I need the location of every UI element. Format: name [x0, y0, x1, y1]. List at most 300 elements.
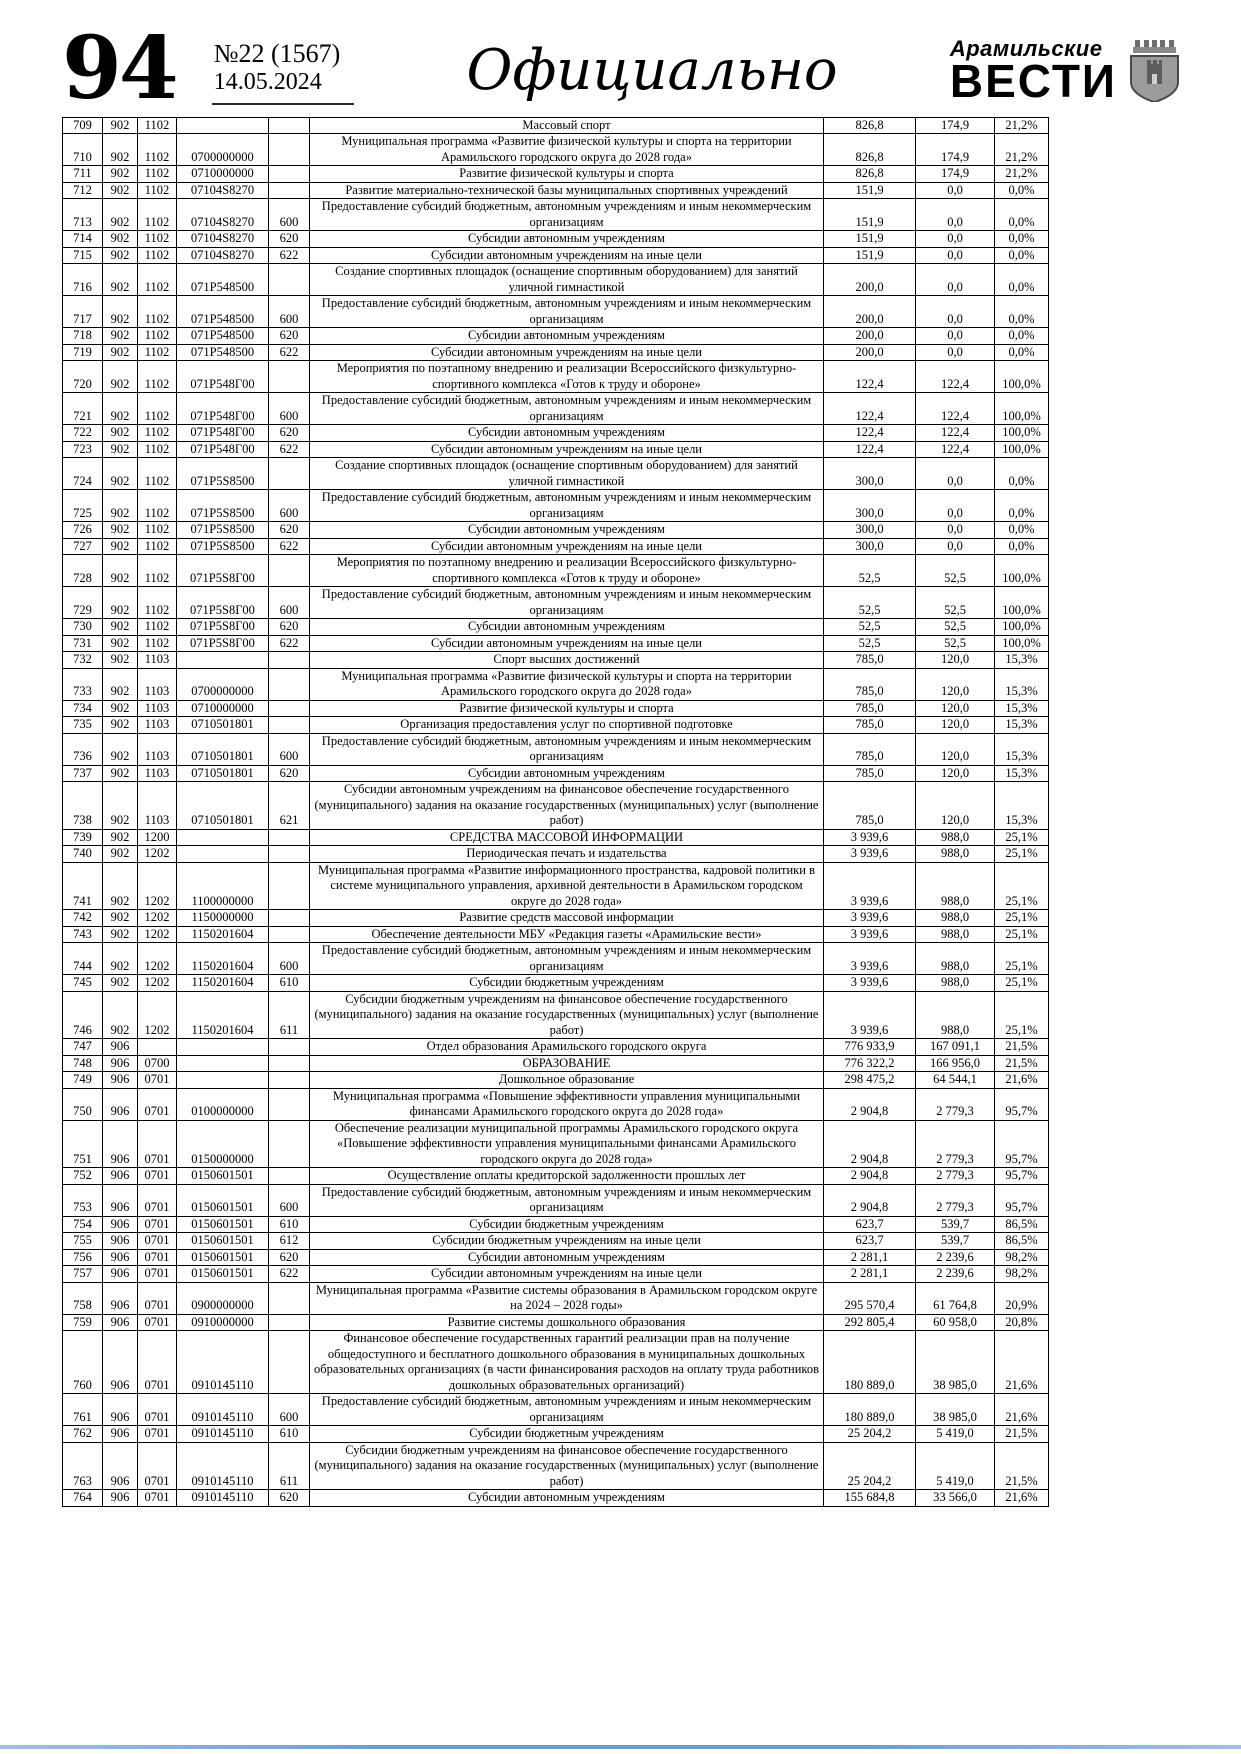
cell-row-number: 764 — [63, 1490, 103, 1507]
cell-expense-name: Муниципальная программа «Развитие физической культуры и спорта на территории Арамильского городского округа до 2028 года» — [310, 668, 824, 700]
table-row — [63, 441, 1049, 458]
cell-executed-amount: 988,0 — [916, 943, 995, 975]
cell-expense-name: Субсидии бюджетным учреждениям на иные цели — [310, 1233, 824, 1250]
cell-section-code: 1103 — [138, 700, 177, 717]
cell-executed-amount: 122,4 — [916, 361, 995, 393]
cell-expense-name: Субсидии бюджетным учреждениям — [310, 975, 824, 992]
cell-executed-amount: 122,4 — [916, 441, 995, 458]
cell-target-article: 071P548500 — [177, 296, 269, 328]
cell-section-code: 1102 — [138, 344, 177, 361]
cell-grbs-code: 902 — [103, 700, 138, 717]
table-row — [63, 538, 1049, 555]
cell-executed-amount: 0,0 — [916, 247, 995, 264]
cell-section-code: 0701 — [138, 1266, 177, 1283]
cell-row-number: 716 — [63, 264, 103, 296]
cell-grbs-code: 902 — [103, 765, 138, 782]
table-row — [63, 862, 1049, 910]
cell-grbs-code: 906 — [103, 1394, 138, 1426]
cell-expense-name: Субсидии автономным учреждениям — [310, 328, 824, 345]
cell-target-article — [177, 117, 269, 134]
cell-section-code: 1102 — [138, 425, 177, 442]
cell-approved-amount: 292 805,4 — [824, 1314, 916, 1331]
cell-approved-amount: 826,8 — [824, 134, 916, 166]
cell-target-article: 0910000000 — [177, 1314, 269, 1331]
cell-expense-type: 610 — [269, 1216, 310, 1233]
cell-section-code: 0701 — [138, 1394, 177, 1426]
cell-expense-type: 622 — [269, 344, 310, 361]
cell-expense-name: Финансовое обеспечение государственных гарантий реализации прав на получение общедоступного и бесплатного дошкольного образования в муниципальных дошкольных образовательных организациях (в части финансирования расходов на оплату труда работников дошкольных образовательных организаций) — [310, 1331, 824, 1394]
cell-row-number: 717 — [63, 296, 103, 328]
cell-target-article: 1150000000 — [177, 910, 269, 927]
cell-execution-percent: 20,9% — [995, 1282, 1049, 1314]
cell-expense-type — [269, 1331, 310, 1394]
cell-row-number: 760 — [63, 1331, 103, 1394]
cell-execution-percent: 100,0% — [995, 441, 1049, 458]
cell-target-article: 071P5S8Г00 — [177, 555, 269, 587]
cell-section-code: 1102 — [138, 538, 177, 555]
cell-target-article: 07104S8270 — [177, 199, 269, 231]
cell-executed-amount: 0,0 — [916, 538, 995, 555]
cell-approved-amount: 122,4 — [824, 441, 916, 458]
table-row — [63, 296, 1049, 328]
cell-executed-amount: 52,5 — [916, 635, 995, 652]
cell-grbs-code: 902 — [103, 247, 138, 264]
cell-expense-name: Субсидии автономным учреждениям — [310, 522, 824, 539]
cell-execution-percent: 100,0% — [995, 619, 1049, 636]
cell-approved-amount: 2 281,1 — [824, 1249, 916, 1266]
cell-row-number: 746 — [63, 991, 103, 1039]
cell-target-article: 07104S8270 — [177, 231, 269, 248]
cell-expense-type: 622 — [269, 1266, 310, 1283]
cell-approved-amount: 785,0 — [824, 668, 916, 700]
cell-executed-amount: 60 958,0 — [916, 1314, 995, 1331]
cell-target-article: 0710000000 — [177, 700, 269, 717]
cell-target-article: 0900000000 — [177, 1282, 269, 1314]
cell-expense-type — [269, 182, 310, 199]
cell-section-code: 1102 — [138, 199, 177, 231]
cell-execution-percent: 0,0% — [995, 296, 1049, 328]
cell-approved-amount: 785,0 — [824, 717, 916, 734]
cell-expense-name: ОБРАЗОВАНИЕ — [310, 1055, 824, 1072]
cell-row-number: 729 — [63, 587, 103, 619]
cell-approved-amount: 3 939,6 — [824, 991, 916, 1039]
cell-approved-amount: 300,0 — [824, 522, 916, 539]
cell-executed-amount: 52,5 — [916, 587, 995, 619]
cell-section-code: 1102 — [138, 328, 177, 345]
cell-executed-amount: 0,0 — [916, 490, 995, 522]
cell-expense-name: Развитие физической культуры и спорта — [310, 700, 824, 717]
cell-target-article: 071P5S8Г00 — [177, 619, 269, 636]
cell-section-code: 1102 — [138, 361, 177, 393]
cell-approved-amount: 151,9 — [824, 231, 916, 248]
cell-expense-name: Субсидии автономным учреждениям на иные цели — [310, 247, 824, 264]
table-row — [63, 393, 1049, 425]
table-row — [63, 117, 1049, 134]
masthead — [0, 0, 1241, 119]
cell-expense-type: 600 — [269, 943, 310, 975]
footer-rule — [0, 1745, 1241, 1749]
cell-grbs-code: 906 — [103, 1490, 138, 1507]
cell-grbs-code: 902 — [103, 361, 138, 393]
cell-expense-type: 600 — [269, 199, 310, 231]
cell-section-code: 1102 — [138, 231, 177, 248]
cell-approved-amount: 785,0 — [824, 652, 916, 669]
cell-expense-name: Субсидии автономным учреждениям — [310, 1249, 824, 1266]
cell-execution-percent: 25,1% — [995, 846, 1049, 863]
table-row — [63, 829, 1049, 846]
table-row — [63, 1331, 1049, 1394]
cell-grbs-code: 906 — [103, 1331, 138, 1394]
cell-row-number: 714 — [63, 231, 103, 248]
cell-expense-type: 600 — [269, 296, 310, 328]
cell-approved-amount: 200,0 — [824, 264, 916, 296]
cell-approved-amount: 180 889,0 — [824, 1394, 916, 1426]
cell-execution-percent: 21,5% — [995, 1039, 1049, 1056]
cell-expense-type: 620 — [269, 1249, 310, 1266]
table-row — [63, 231, 1049, 248]
cell-executed-amount: 0,0 — [916, 296, 995, 328]
cell-row-number: 733 — [63, 668, 103, 700]
cell-row-number: 744 — [63, 943, 103, 975]
cell-section-code: 1102 — [138, 635, 177, 652]
cell-expense-name: Массовый спорт — [310, 117, 824, 134]
cell-section-code: 1202 — [138, 926, 177, 943]
table-row — [63, 1442, 1049, 1490]
cell-target-article: 1150201604 — [177, 943, 269, 975]
cell-executed-amount: 0,0 — [916, 199, 995, 231]
cell-target-article: 0710501801 — [177, 782, 269, 830]
cell-section-code: 0701 — [138, 1490, 177, 1507]
cell-approved-amount: 298 475,2 — [824, 1072, 916, 1089]
cell-section-code: 1102 — [138, 117, 177, 134]
cell-executed-amount: 2 239,6 — [916, 1249, 995, 1266]
cell-executed-amount: 988,0 — [916, 975, 995, 992]
cell-expense-type — [269, 1168, 310, 1185]
cell-execution-percent: 21,2% — [995, 117, 1049, 134]
cell-expense-name: Предоставление субсидий бюджетным, автономным учреждениям и иным некоммерческим организациям — [310, 490, 824, 522]
cell-target-article: 0150601501 — [177, 1233, 269, 1250]
cell-target-article: 071P5S8500 — [177, 522, 269, 539]
cell-target-article: 071P5S8Г00 — [177, 587, 269, 619]
cell-section-code: 1102 — [138, 264, 177, 296]
table-row — [63, 247, 1049, 264]
cell-expense-type: 620 — [269, 522, 310, 539]
cell-target-article: 071P5S8500 — [177, 490, 269, 522]
table-row — [63, 1120, 1049, 1168]
cell-execution-percent: 15,3% — [995, 765, 1049, 782]
cell-target-article: 071P548500 — [177, 344, 269, 361]
cell-executed-amount: 174,9 — [916, 166, 995, 183]
cell-execution-percent: 100,0% — [995, 555, 1049, 587]
cell-expense-name: Предоставление субсидий бюджетным, автономным учреждениям и иным некоммерческим организациям — [310, 393, 824, 425]
cell-expense-type — [269, 846, 310, 863]
cell-row-number: 751 — [63, 1120, 103, 1168]
page-number: 94 — [62, 18, 176, 119]
cell-executed-amount: 0,0 — [916, 458, 995, 490]
table-row — [63, 846, 1049, 863]
brand-name-line1: Арамильские — [949, 36, 1103, 62]
cell-approved-amount: 25 204,2 — [824, 1426, 916, 1443]
issue-number: №22 (1567) — [213, 39, 341, 69]
cell-section-code: 1102 — [138, 458, 177, 490]
cell-grbs-code: 902 — [103, 555, 138, 587]
cell-grbs-code: 906 — [103, 1039, 138, 1056]
cell-execution-percent: 21,5% — [995, 1426, 1049, 1443]
cell-grbs-code: 906 — [103, 1266, 138, 1283]
cell-expense-name: Субсидии автономным учреждениям — [310, 619, 824, 636]
cell-expense-name: Осуществление оплаты кредиторской задолженности прошлых лет — [310, 1168, 824, 1185]
cell-section-code: 1202 — [138, 846, 177, 863]
cell-approved-amount: 785,0 — [824, 765, 916, 782]
cell-target-article: 0700000000 — [177, 668, 269, 700]
cell-grbs-code: 902 — [103, 652, 138, 669]
table-row — [63, 765, 1049, 782]
cell-approved-amount: 826,8 — [824, 117, 916, 134]
cell-row-number: 763 — [63, 1442, 103, 1490]
cell-section-code: 0701 — [138, 1120, 177, 1168]
cell-target-article: 07104S8270 — [177, 182, 269, 199]
cell-approved-amount: 785,0 — [824, 782, 916, 830]
cell-row-number: 743 — [63, 926, 103, 943]
table-row — [63, 1168, 1049, 1185]
cell-grbs-code: 902 — [103, 862, 138, 910]
cell-grbs-code: 902 — [103, 231, 138, 248]
cell-approved-amount: 155 684,8 — [824, 1490, 916, 1507]
cell-row-number: 748 — [63, 1055, 103, 1072]
cell-grbs-code: 902 — [103, 117, 138, 134]
cell-approved-amount: 2 281,1 — [824, 1266, 916, 1283]
cell-execution-percent: 0,0% — [995, 264, 1049, 296]
cell-target-article: 0700000000 — [177, 134, 269, 166]
cell-grbs-code: 902 — [103, 441, 138, 458]
cell-approved-amount: 3 939,6 — [824, 829, 916, 846]
cell-row-number: 709 — [63, 117, 103, 134]
cell-execution-percent: 15,3% — [995, 700, 1049, 717]
cell-grbs-code: 902 — [103, 134, 138, 166]
cell-expense-name: Развитие физической культуры и спорта — [310, 166, 824, 183]
cell-executed-amount: 120,0 — [916, 782, 995, 830]
cell-grbs-code: 902 — [103, 717, 138, 734]
cell-expense-type: 610 — [269, 1426, 310, 1443]
cell-executed-amount: 52,5 — [916, 555, 995, 587]
cell-target-article: 0150000000 — [177, 1120, 269, 1168]
cell-executed-amount: 120,0 — [916, 717, 995, 734]
cell-execution-percent: 25,1% — [995, 829, 1049, 846]
cell-row-number: 719 — [63, 344, 103, 361]
cell-section-code: 0700 — [138, 1055, 177, 1072]
cell-section-code: 1103 — [138, 733, 177, 765]
cell-expense-type — [269, 1314, 310, 1331]
cell-section-code: 0701 — [138, 1233, 177, 1250]
cell-section-code: 0701 — [138, 1442, 177, 1490]
cell-section-code: 0701 — [138, 1314, 177, 1331]
cell-expense-type: 612 — [269, 1233, 310, 1250]
cell-expense-type: 600 — [269, 393, 310, 425]
cell-expense-type — [269, 829, 310, 846]
cell-row-number: 749 — [63, 1072, 103, 1089]
cell-grbs-code: 902 — [103, 975, 138, 992]
cell-section-code: 0701 — [138, 1331, 177, 1394]
cell-section-code: 1102 — [138, 393, 177, 425]
cell-target-article — [177, 846, 269, 863]
cell-approved-amount: 300,0 — [824, 538, 916, 555]
cell-row-number: 753 — [63, 1184, 103, 1216]
cell-execution-percent: 95,7% — [995, 1120, 1049, 1168]
table-row — [63, 1314, 1049, 1331]
cell-section-code: 1103 — [138, 668, 177, 700]
cell-executed-amount: 61 764,8 — [916, 1282, 995, 1314]
table-row — [63, 926, 1049, 943]
cell-row-number: 726 — [63, 522, 103, 539]
cell-approved-amount: 776 933,9 — [824, 1039, 916, 1056]
table-row — [63, 134, 1049, 166]
cell-grbs-code: 902 — [103, 264, 138, 296]
cell-execution-percent: 25,1% — [995, 910, 1049, 927]
cell-target-article: 1150201604 — [177, 991, 269, 1039]
city-crest-icon — [1125, 38, 1183, 102]
cell-executed-amount: 52,5 — [916, 619, 995, 636]
cell-approved-amount: 122,4 — [824, 393, 916, 425]
cell-expense-type — [269, 1039, 310, 1056]
table-row — [63, 264, 1049, 296]
cell-approved-amount: 2 904,8 — [824, 1088, 916, 1120]
cell-executed-amount: 174,9 — [916, 117, 995, 134]
cell-section-code: 1102 — [138, 166, 177, 183]
cell-target-article — [177, 1055, 269, 1072]
cell-execution-percent: 0,0% — [995, 490, 1049, 522]
cell-section-code: 1202 — [138, 862, 177, 910]
cell-grbs-code: 906 — [103, 1055, 138, 1072]
cell-expense-name: Муниципальная программа «Развитие физической культуры и спорта на территории Арамильского городского округа до 2028 года» — [310, 134, 824, 166]
cell-row-number: 727 — [63, 538, 103, 555]
table-row — [63, 1490, 1049, 1507]
table-row — [63, 1072, 1049, 1089]
cell-expense-name: СРЕДСТВА МАССОВОЙ ИНФОРМАЦИИ — [310, 829, 824, 846]
cell-row-number: 715 — [63, 247, 103, 264]
table-row — [63, 182, 1049, 199]
cell-target-article: 0910145110 — [177, 1331, 269, 1394]
cell-executed-amount: 2 779,3 — [916, 1088, 995, 1120]
cell-executed-amount: 64 544,1 — [916, 1072, 995, 1089]
cell-executed-amount: 0,0 — [916, 264, 995, 296]
table-row — [63, 717, 1049, 734]
table-row — [63, 587, 1049, 619]
cell-execution-percent: 21,6% — [995, 1394, 1049, 1426]
cell-row-number: 762 — [63, 1426, 103, 1443]
cell-execution-percent: 21,6% — [995, 1331, 1049, 1394]
brand-name-line2: ВЕСТИ — [949, 55, 1117, 108]
cell-execution-percent: 15,3% — [995, 668, 1049, 700]
cell-expense-type: 620 — [269, 231, 310, 248]
cell-expense-type — [269, 862, 310, 910]
cell-expense-name: Дошкольное образование — [310, 1072, 824, 1089]
cell-row-number: 724 — [63, 458, 103, 490]
cell-section-code: 1102 — [138, 247, 177, 264]
cell-expense-name: Субсидии бюджетным учреждениям — [310, 1216, 824, 1233]
cell-target-article: 0150601501 — [177, 1184, 269, 1216]
cell-section-code: 1103 — [138, 765, 177, 782]
cell-expense-type — [269, 361, 310, 393]
cell-expense-name: Обеспечение реализации муниципальной программы Арамильского городского округа «Повышение эффективности управления муниципальными финансами Арамильского городского округа до 2028 года» — [310, 1120, 824, 1168]
cell-execution-percent: 100,0% — [995, 361, 1049, 393]
cell-expense-type: 622 — [269, 441, 310, 458]
table-row — [63, 344, 1049, 361]
cell-execution-percent: 100,0% — [995, 635, 1049, 652]
cell-grbs-code: 902 — [103, 166, 138, 183]
cell-grbs-code: 902 — [103, 926, 138, 943]
cell-section-code: 0701 — [138, 1282, 177, 1314]
cell-grbs-code: 902 — [103, 733, 138, 765]
cell-execution-percent: 0,0% — [995, 247, 1049, 264]
cell-expense-type — [269, 652, 310, 669]
table-row — [63, 361, 1049, 393]
cell-executed-amount: 988,0 — [916, 829, 995, 846]
cell-executed-amount: 2 779,3 — [916, 1184, 995, 1216]
cell-target-article: 0710501801 — [177, 717, 269, 734]
cell-executed-amount: 988,0 — [916, 846, 995, 863]
cell-approved-amount: 2 904,8 — [824, 1168, 916, 1185]
cell-section-code: 1102 — [138, 296, 177, 328]
cell-expense-name: Предоставление субсидий бюджетным, автономным учреждениям и иным некоммерческим организациям — [310, 733, 824, 765]
cell-section-code: 0701 — [138, 1168, 177, 1185]
cell-execution-percent: 25,1% — [995, 862, 1049, 910]
cell-row-number: 711 — [63, 166, 103, 183]
cell-grbs-code: 902 — [103, 635, 138, 652]
cell-approved-amount: 3 939,6 — [824, 975, 916, 992]
cell-row-number: 732 — [63, 652, 103, 669]
table-row — [63, 1394, 1049, 1426]
table-row — [63, 1088, 1049, 1120]
cell-expense-type: 620 — [269, 328, 310, 345]
cell-execution-percent: 95,7% — [995, 1184, 1049, 1216]
cell-grbs-code: 902 — [103, 943, 138, 975]
cell-expense-name: Субсидии автономным учреждениям — [310, 765, 824, 782]
cell-expense-type: 600 — [269, 1394, 310, 1426]
table-row — [63, 700, 1049, 717]
cell-expense-name: Отдел образования Арамильского городского округа — [310, 1039, 824, 1056]
cell-row-number: 741 — [63, 862, 103, 910]
cell-row-number: 712 — [63, 182, 103, 199]
cell-approved-amount: 25 204,2 — [824, 1442, 916, 1490]
cell-approved-amount: 3 939,6 — [824, 943, 916, 975]
cell-section-code — [138, 1039, 177, 1056]
cell-expense-type: 610 — [269, 975, 310, 992]
cell-executed-amount: 988,0 — [916, 862, 995, 910]
cell-approved-amount: 122,4 — [824, 361, 916, 393]
cell-execution-percent: 0,0% — [995, 538, 1049, 555]
cell-target-article: 0100000000 — [177, 1088, 269, 1120]
cell-section-code: 1202 — [138, 910, 177, 927]
cell-execution-percent: 95,7% — [995, 1168, 1049, 1185]
cell-execution-percent: 86,5% — [995, 1233, 1049, 1250]
cell-expense-name: Предоставление субсидий бюджетным, автономным учреждениям и иным некоммерческим организациям — [310, 199, 824, 231]
cell-grbs-code: 906 — [103, 1072, 138, 1089]
cell-row-number: 754 — [63, 1216, 103, 1233]
cell-approved-amount: 295 570,4 — [824, 1282, 916, 1314]
cell-grbs-code: 906 — [103, 1442, 138, 1490]
cell-target-article: 0710501801 — [177, 765, 269, 782]
cell-expense-type: 620 — [269, 619, 310, 636]
cell-row-number: 718 — [63, 328, 103, 345]
cell-approved-amount: 826,8 — [824, 166, 916, 183]
cell-approved-amount: 3 939,6 — [824, 846, 916, 863]
cell-section-code: 1102 — [138, 555, 177, 587]
cell-executed-amount: 5 419,0 — [916, 1426, 995, 1443]
cell-expense-name: Субсидии автономным учреждениям на иные цели — [310, 635, 824, 652]
cell-expense-type — [269, 668, 310, 700]
cell-expense-type — [269, 264, 310, 296]
cell-expense-name: Мероприятия по поэтапному внедрению и реализации Всероссийского физкультурно-спортивного комплекса «Готов к труду и обороне» — [310, 361, 824, 393]
